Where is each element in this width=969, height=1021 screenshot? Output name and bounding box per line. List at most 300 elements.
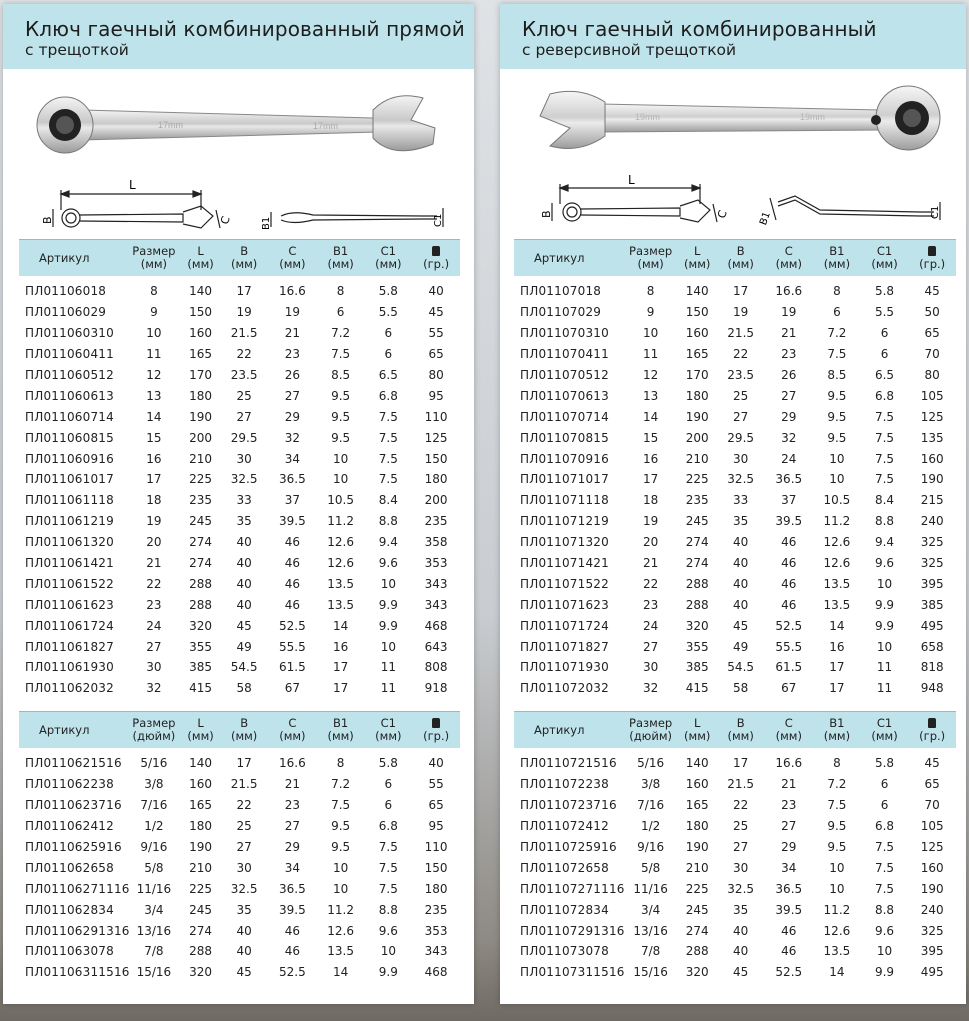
value-cell: 6	[880, 798, 889, 813]
value-cell: 49	[236, 639, 252, 654]
value-cell: 6	[880, 326, 889, 341]
value-cell: 818	[920, 660, 944, 675]
value-cell: 320	[189, 618, 213, 633]
value-cell: 6	[336, 305, 345, 320]
value-cell: 40	[428, 756, 444, 771]
value-cell: 30	[236, 451, 252, 466]
value-cell: 10	[642, 326, 659, 341]
panel-header	[3, 4, 474, 69]
value-cell: 385	[189, 660, 213, 675]
value-cell: 9	[150, 305, 158, 320]
value-cell: 18	[146, 493, 162, 508]
value-cell: 9.5	[331, 840, 351, 854]
value-cell: 61.5	[775, 660, 803, 675]
table-row	[19, 774, 460, 795]
article-cell: ПЛ011060714	[25, 409, 114, 424]
value-cell: 343	[424, 944, 448, 959]
value-cell: 17	[236, 284, 252, 299]
value-cell: 46	[284, 944, 301, 959]
value-cell: 10	[876, 576, 893, 591]
value-cell: 355	[685, 639, 709, 654]
column-header	[412, 240, 460, 277]
article-cell: ПЛ011060815	[25, 430, 114, 445]
value-cell: 16.6	[279, 756, 306, 771]
value-cell: 11	[876, 681, 893, 696]
value-cell: 7.5	[827, 798, 847, 813]
value-cell: 9.5	[827, 409, 847, 424]
column-header: C1 (мм)	[364, 240, 412, 277]
value-cell: 7/8	[144, 944, 164, 959]
column-header: C1 (мм)	[364, 712, 412, 749]
value-cell: 22	[236, 798, 252, 813]
value-cell: 21	[284, 777, 301, 792]
value-cell: 6.8	[874, 819, 895, 834]
value-cell: 29.5	[230, 430, 258, 445]
table-row	[19, 678, 460, 699]
value-cell: 8.8	[874, 514, 895, 529]
article-cell: ПЛ011060613	[25, 388, 114, 403]
value-cell: 160	[189, 777, 213, 792]
value-cell: 8	[336, 756, 345, 771]
value-cell: 65	[428, 798, 444, 813]
table-row	[514, 490, 956, 511]
article-cell: ПЛ01106311516	[25, 965, 130, 980]
value-cell: 9.6	[378, 556, 398, 571]
value-cell: 29	[781, 840, 797, 854]
table-row	[19, 344, 460, 365]
value-cell: 27	[146, 639, 162, 654]
dim-label-B1: B1	[758, 210, 773, 227]
article-cell: ПЛ011071827	[520, 639, 609, 654]
value-cell: 190	[189, 840, 213, 854]
value-cell: 65	[924, 777, 940, 792]
weight-icon	[432, 718, 440, 728]
table-row	[514, 962, 956, 983]
value-cell: 21	[781, 777, 797, 792]
value-cell: 70	[924, 798, 940, 813]
table-row	[514, 344, 956, 365]
value-cell: 10.5	[327, 493, 354, 508]
value-cell: 13.5	[327, 597, 354, 612]
article-cell: ПЛ01107018	[520, 284, 602, 299]
value-cell: 19	[236, 305, 252, 320]
value-cell: 7.5	[378, 860, 398, 875]
column-header	[412, 712, 460, 749]
value-cell: 9.5	[331, 819, 351, 834]
value-cell: 27	[284, 388, 301, 403]
value-cell: 918	[424, 681, 448, 696]
value-cell: 7.5	[378, 840, 398, 854]
value-cell: 170	[685, 368, 709, 382]
value-cell: 180	[685, 388, 709, 403]
value-cell: 10	[876, 944, 893, 959]
article-cell: ПЛ011060916	[25, 451, 114, 466]
spec-table-inch	[19, 711, 460, 983]
value-cell: 17	[146, 472, 162, 487]
dimension-diagram	[23, 172, 453, 238]
value-cell: 25	[733, 388, 749, 403]
value-cell: 33	[733, 493, 749, 508]
value-cell: 274	[685, 923, 709, 938]
value-cell: 33	[236, 493, 252, 508]
value-cell: 46	[781, 535, 797, 550]
value-cell: 11	[146, 347, 162, 362]
dim-label-B: B	[41, 216, 54, 224]
value-cell: 55.5	[279, 639, 306, 654]
value-cell: 39.5	[279, 902, 306, 917]
value-cell: 9/16	[637, 840, 665, 854]
value-cell: 23	[284, 798, 301, 813]
table-row	[514, 511, 956, 532]
article-cell: ПЛ01107291316	[520, 923, 625, 938]
value-cell: 10	[332, 860, 349, 875]
value-cell: 495	[920, 965, 944, 980]
value-cell: 3/4	[640, 902, 661, 917]
value-cell: 10	[829, 860, 845, 875]
article-cell: ПЛ011070310	[520, 326, 609, 341]
value-cell: 11	[642, 347, 659, 362]
value-cell: 37	[284, 493, 301, 508]
value-cell: 65	[428, 347, 444, 362]
table-row	[19, 276, 460, 302]
value-cell: 40	[236, 576, 252, 591]
value-cell: 27	[236, 840, 252, 854]
value-cell: 10	[146, 326, 162, 341]
reverse-lever-icon	[871, 115, 881, 125]
table-row	[19, 657, 460, 678]
table-row	[514, 748, 956, 774]
table-row	[514, 448, 956, 469]
value-cell: 7.5	[378, 881, 398, 896]
value-cell: 8.5	[331, 368, 351, 382]
value-cell: 21	[284, 326, 301, 341]
table-row	[514, 323, 956, 344]
column-header: C (мм)	[764, 240, 813, 277]
value-cell: 17	[829, 681, 845, 696]
value-cell: 40	[733, 597, 749, 612]
value-cell: 12.6	[823, 923, 851, 938]
weight-icon	[928, 246, 936, 256]
article-cell: ПЛ011061827	[25, 639, 114, 654]
value-cell: 5/8	[144, 860, 164, 875]
article-cell: ПЛ01107271116	[520, 881, 625, 896]
dim-label-L: L	[129, 178, 136, 192]
value-cell: 50	[924, 305, 940, 320]
value-cell: 9.5	[331, 388, 351, 403]
value-cell: 30	[642, 660, 659, 675]
value-cell: 288	[685, 597, 709, 612]
column-header: Размер (дюйм)	[624, 712, 678, 749]
value-cell: 12	[146, 368, 162, 382]
value-cell: 16	[332, 639, 349, 654]
value-cell: 16	[829, 639, 845, 654]
value-cell: 150	[189, 305, 213, 320]
column-header: B1 (мм)	[813, 240, 861, 277]
value-cell: 19	[781, 305, 797, 320]
value-cell: 8	[833, 756, 841, 771]
article-cell: ПЛ011062834	[25, 902, 114, 917]
size-mark: 17mm	[313, 121, 339, 131]
table-row	[514, 878, 956, 899]
value-cell: 165	[685, 798, 709, 813]
column-header-label: (гр.)	[919, 729, 946, 743]
value-cell: 37	[781, 493, 797, 508]
value-cell: 6	[384, 347, 393, 362]
table-row	[514, 594, 956, 615]
article-cell: ПЛ0110621516	[25, 756, 122, 771]
value-cell: 27	[642, 639, 659, 654]
value-cell: 8.8	[874, 902, 895, 917]
value-cell: 16.6	[279, 284, 306, 299]
value-cell: 7.5	[874, 472, 895, 487]
value-cell: 6	[880, 777, 889, 792]
dim-label-C1: C1	[433, 213, 444, 227]
open-end-head	[540, 91, 605, 148]
value-cell: 9.5	[331, 430, 351, 445]
value-cell: 46	[781, 597, 797, 612]
value-cell: 19	[146, 514, 162, 529]
table-row	[514, 427, 956, 448]
value-cell: 288	[685, 944, 709, 959]
value-cell: 495	[920, 618, 944, 633]
value-cell: 39.5	[775, 514, 803, 529]
table-row	[19, 385, 460, 406]
article-cell: ПЛ011060512	[25, 368, 114, 382]
table-row	[19, 427, 460, 448]
value-cell: 67	[781, 681, 797, 696]
table-row	[19, 795, 460, 816]
value-cell: 32	[781, 430, 797, 445]
value-cell: 5/16	[637, 756, 665, 771]
column-header: B1 (мм)	[317, 712, 365, 749]
value-cell: 14	[829, 618, 845, 633]
column-header: Артикул	[19, 712, 127, 749]
value-cell: 13.5	[823, 597, 851, 612]
value-cell: 11/16	[136, 881, 172, 896]
value-cell: 288	[189, 576, 213, 591]
column-header: Размер (дюйм)	[127, 712, 181, 749]
value-cell: 9.4	[874, 535, 895, 550]
value-cell: 21	[642, 556, 659, 571]
value-cell: 40	[236, 944, 252, 959]
wrench-photo	[520, 80, 950, 170]
article-cell: ПЛ011072834	[520, 902, 609, 917]
value-cell: 40	[236, 597, 252, 612]
value-cell: 235	[189, 493, 213, 508]
table-row	[514, 920, 956, 941]
value-cell: 52.5	[279, 618, 306, 633]
value-cell: 35	[733, 902, 749, 917]
value-cell: 9.9	[378, 618, 398, 633]
value-cell: 39.5	[775, 902, 803, 917]
value-cell: 13.5	[823, 576, 851, 591]
table-row	[514, 795, 956, 816]
value-cell: 353	[424, 556, 448, 571]
article-cell: ПЛ0110623716	[25, 798, 122, 813]
value-cell: 52.5	[775, 618, 803, 633]
value-cell: 32.5	[727, 881, 755, 896]
value-cell: 13/16	[136, 923, 172, 938]
column-header: Артикул	[19, 240, 127, 277]
article-cell: ПЛ011070714	[520, 409, 609, 424]
value-cell: 34	[284, 860, 301, 875]
value-cell: 140	[685, 756, 709, 771]
value-cell: 7.5	[874, 409, 895, 424]
value-cell: 355	[189, 639, 213, 654]
value-cell: 6	[833, 305, 841, 320]
value-cell: 80	[924, 368, 940, 382]
value-cell: 35	[236, 902, 252, 917]
article-cell: ПЛ01106029	[25, 305, 107, 320]
value-cell: 3/8	[144, 777, 164, 792]
value-cell: 40	[236, 535, 252, 550]
value-cell: 11.2	[823, 514, 851, 529]
article-cell: ПЛ0110723716	[520, 798, 617, 813]
value-cell: 8.4	[874, 493, 895, 508]
dim-label-C: C	[217, 214, 233, 227]
article-cell: ПЛ011072658	[520, 860, 609, 875]
value-cell: 45	[924, 756, 940, 771]
value-cell: 7.2	[827, 326, 847, 341]
value-cell: 9.9	[874, 597, 895, 612]
value-cell: 288	[685, 576, 709, 591]
value-cell: 27	[284, 819, 301, 834]
table-row	[514, 941, 956, 962]
table-row	[19, 962, 460, 983]
value-cell: 10	[829, 451, 845, 466]
article-cell: ПЛ011070411	[520, 347, 609, 362]
article-cell: ПЛ011070815	[520, 430, 609, 445]
column-header: L (мм)	[181, 712, 220, 749]
value-cell: 9.5	[827, 430, 847, 445]
value-cell: 40	[236, 923, 252, 938]
value-cell: 20	[642, 535, 659, 550]
value-cell: 23.5	[727, 368, 755, 382]
value-cell: 9.9	[874, 965, 895, 980]
value-cell: 210	[685, 860, 709, 875]
value-cell: 19	[642, 514, 659, 529]
value-cell: 11	[380, 681, 396, 696]
value-cell: 5.8	[874, 756, 895, 771]
value-cell: 9.5	[827, 819, 847, 834]
value-cell: 14	[642, 409, 659, 424]
article-cell: ПЛ011061219	[25, 514, 114, 529]
column-header: B (мм)	[220, 240, 268, 277]
table-row	[19, 857, 460, 878]
value-cell: 7/16	[637, 798, 665, 813]
value-cell: 8	[833, 284, 841, 299]
value-cell: 320	[685, 965, 709, 980]
value-cell: 7.5	[378, 409, 398, 424]
article-cell: ПЛ011062032	[25, 681, 114, 696]
value-cell: 6.8	[378, 388, 398, 403]
column-header: C1 (мм)	[861, 712, 909, 749]
value-cell: 3/4	[144, 902, 164, 917]
value-cell: 7.5	[874, 430, 895, 445]
value-cell: 110	[424, 840, 448, 854]
value-cell: 140	[685, 284, 709, 299]
value-cell: 135	[920, 430, 944, 445]
article-cell: ПЛ011061522	[25, 576, 114, 591]
open-end-head	[373, 96, 435, 151]
value-cell: 30	[733, 860, 749, 875]
value-cell: 26	[781, 368, 797, 382]
value-cell: 6.8	[874, 388, 895, 403]
value-cell: 32	[642, 681, 659, 696]
column-header: B1 (мм)	[317, 240, 365, 277]
value-cell: 5.8	[874, 284, 895, 299]
size-mark: 19mm	[800, 112, 826, 122]
value-cell: 6.5	[378, 368, 398, 382]
value-cell: 180	[189, 388, 213, 403]
table-row	[19, 469, 460, 490]
article-cell: ПЛ011062238	[25, 777, 114, 792]
article-cell: ПЛ011070916	[520, 451, 609, 466]
value-cell: 46	[781, 576, 797, 591]
value-cell: 12.6	[327, 923, 354, 938]
value-cell: 45	[236, 965, 252, 980]
table-row	[514, 385, 956, 406]
value-cell: 17	[332, 681, 349, 696]
value-cell: 55.5	[775, 639, 803, 654]
panel-header	[500, 4, 966, 69]
value-cell: 30	[146, 660, 162, 675]
table-row	[514, 553, 956, 574]
value-cell: 36.5	[279, 881, 306, 896]
value-cell: 36.5	[775, 881, 803, 896]
value-cell: 415	[685, 681, 709, 696]
value-cell: 16.6	[775, 756, 803, 771]
value-cell: 65	[924, 326, 940, 341]
value-cell: 46	[284, 535, 301, 550]
table-row	[19, 748, 460, 774]
value-cell: 140	[189, 284, 213, 299]
column-header: B (мм)	[717, 712, 765, 749]
value-cell: 160	[920, 451, 944, 466]
value-cell: 9.9	[874, 618, 895, 633]
value-cell: 9.9	[378, 965, 398, 980]
value-cell: 643	[424, 639, 448, 654]
value-cell: 17	[733, 284, 749, 299]
article-cell: ПЛ011071017	[520, 472, 609, 487]
value-cell: 46	[284, 597, 301, 612]
column-header: L (мм)	[678, 712, 717, 749]
value-cell: 5.5	[874, 305, 895, 320]
value-cell: 21	[781, 326, 797, 341]
value-cell: 16	[146, 451, 162, 466]
value-cell: 10	[380, 576, 396, 591]
value-cell: 353	[424, 923, 448, 938]
value-cell: 15/16	[633, 965, 668, 980]
value-cell: 7.5	[827, 347, 847, 362]
table-row	[19, 573, 460, 594]
value-cell: 36.5	[775, 472, 803, 487]
article-cell: ПЛ011062658	[25, 860, 114, 875]
value-cell: 385	[685, 660, 709, 675]
value-cell: 12	[642, 368, 659, 382]
value-cell: 10	[380, 639, 396, 654]
value-cell: 21.5	[230, 326, 258, 341]
value-cell: 10.5	[823, 493, 851, 508]
table-row	[514, 678, 956, 699]
value-cell: 15	[642, 430, 659, 445]
value-cell: 45	[428, 305, 444, 320]
spec-table-metric	[19, 239, 460, 699]
table-row	[19, 837, 460, 858]
value-cell: 39.5	[279, 514, 306, 529]
table-row	[19, 553, 460, 574]
value-cell: 15/16	[136, 965, 172, 980]
